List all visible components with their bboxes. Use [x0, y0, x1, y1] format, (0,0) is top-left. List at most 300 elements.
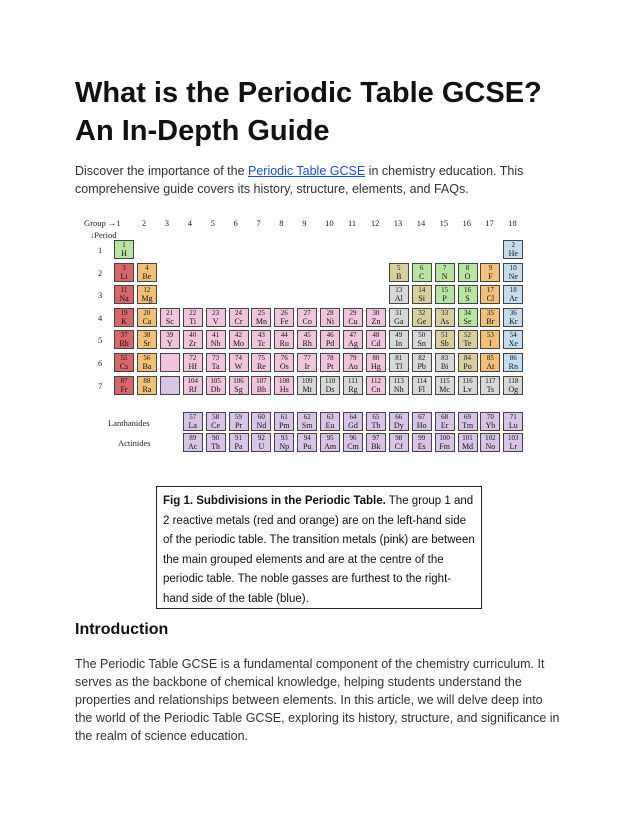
element-symbol: La	[188, 421, 197, 430]
atomic-number: 94	[303, 434, 311, 442]
element-es	[412, 433, 432, 452]
element-dy	[389, 412, 409, 431]
atomic-number: 97	[372, 434, 380, 442]
element-symbol: Sm	[301, 421, 313, 430]
atomic-number: 10	[509, 263, 517, 272]
atomic-number: 91	[235, 434, 242, 442]
group-header: 18	[508, 218, 517, 228]
caption-text: The group 1 and 2 reactive metals (red and orange) are on the left-hand side of the periodic table. The transition metals (pink) are between the main grouped elements and are at the centre of the periodic table. The noble gasses are furthest to the right-hand side of the table (blue).	[163, 495, 475, 605]
element-cu	[343, 308, 363, 327]
element-in	[389, 330, 409, 349]
element-symbol: Ne	[508, 271, 518, 281]
element-symbol: Ca	[142, 316, 152, 326]
element-zr	[183, 330, 203, 349]
element-mt	[297, 376, 317, 395]
group-header: 10	[325, 218, 334, 228]
element-symbol: Cn	[371, 384, 381, 394]
element-symbol: Ge	[417, 316, 427, 326]
atomic-number: 76	[280, 354, 288, 362]
element-symbol: Re	[256, 362, 266, 371]
atomic-number: 34	[464, 308, 471, 317]
element-xe	[503, 330, 523, 349]
element-nd	[251, 412, 271, 431]
element-symbol: Sc	[165, 316, 174, 326]
element-fr	[114, 376, 134, 395]
element-co	[297, 308, 317, 327]
element-ru	[274, 330, 294, 349]
element-symbol: Zn	[371, 316, 381, 326]
element-symbol: I	[489, 339, 492, 349]
element-symbol: Sb	[440, 339, 449, 349]
element-symbol: Lu	[508, 421, 518, 430]
element-sm	[297, 412, 317, 431]
periodic-table-gcse-link[interactable]: Periodic Table GCSE	[248, 164, 366, 178]
element-symbol: Ga	[394, 316, 404, 326]
element-v	[206, 308, 226, 327]
element-symbol: Si	[418, 294, 426, 304]
element-symbol: Br	[486, 316, 495, 326]
atomic-number: 118	[508, 376, 519, 385]
element-cr	[229, 308, 249, 327]
atomic-number: 69	[464, 413, 471, 421]
element-symbol: Hg	[371, 362, 381, 371]
element-la	[183, 412, 203, 431]
element-symbol: At	[486, 362, 495, 371]
element-symbol: Ce	[211, 421, 221, 430]
atomic-number: 101	[462, 434, 473, 442]
element-symbol: Tb	[371, 421, 381, 430]
atomic-number: 70	[486, 413, 494, 421]
element-rb	[114, 330, 134, 349]
atomic-number: 39	[166, 331, 174, 340]
element-as	[435, 308, 455, 327]
element-symbol: Pm	[278, 421, 290, 430]
atomic-number: 81	[395, 354, 403, 362]
atomic-number: 3	[122, 263, 126, 272]
atomic-number: 71	[509, 413, 517, 421]
group-header: 13	[393, 218, 403, 228]
atomic-number: 32	[418, 308, 426, 317]
element-symbol: Sn	[417, 339, 426, 349]
element-symbol: O	[464, 271, 471, 281]
element-ts	[480, 376, 500, 395]
atomic-number: 103	[508, 434, 519, 442]
element-symbol: Cf	[394, 442, 403, 451]
element-symbol: Tl	[395, 362, 403, 371]
element-symbol: Na	[119, 294, 129, 304]
atomic-number: 29	[349, 308, 357, 317]
element-symbol: Md	[461, 442, 474, 451]
element-th	[206, 433, 226, 452]
element-cf	[389, 433, 409, 452]
element-symbol: Rb	[119, 339, 129, 349]
element-sb	[435, 330, 455, 349]
group-header: 7	[256, 218, 261, 228]
intro-text-before: Discover the importance of the	[75, 164, 248, 178]
element-hs	[274, 376, 294, 395]
element-symbol: Zr	[188, 339, 197, 349]
element-tc	[251, 330, 271, 349]
element-symbol: Xe	[508, 339, 518, 349]
element-symbol: Os	[279, 362, 289, 371]
element-symbol: Pb	[417, 362, 426, 371]
element-mo	[229, 330, 249, 349]
atomic-number: 115	[439, 376, 450, 385]
atomic-number: 77	[303, 354, 311, 362]
atomic-number: 108	[279, 376, 290, 385]
element-symbol: Ra	[142, 384, 152, 394]
element-at	[480, 353, 500, 372]
group-header: 3	[164, 218, 170, 228]
atomic-number: 44	[280, 331, 288, 340]
placeholder-cell	[160, 376, 180, 395]
element-ta	[206, 353, 226, 372]
element-ra	[137, 376, 157, 395]
atomic-number: 30	[372, 308, 380, 317]
element-pu	[297, 433, 317, 452]
atomic-number: 20	[143, 308, 151, 317]
element-cn	[366, 376, 386, 395]
atomic-number: 99	[418, 434, 426, 442]
element-c	[412, 263, 432, 282]
page-title: What is the Periodic Table GCSE? An In-Depth Guide	[75, 77, 542, 147]
element-symbol: Mt	[302, 384, 312, 394]
element-ba	[137, 353, 157, 372]
atomic-number: 95	[326, 434, 334, 442]
element-ce	[206, 412, 226, 431]
element-symbol: As	[440, 316, 450, 326]
element-br	[480, 308, 500, 327]
atomic-number: 36	[509, 308, 517, 317]
atomic-number: 74	[235, 354, 242, 362]
element-ag	[343, 330, 363, 349]
atomic-number: 60	[257, 413, 265, 421]
group-header: 15	[439, 218, 449, 228]
element-tm	[458, 412, 478, 431]
element-h	[114, 240, 134, 259]
atomic-number: 117	[485, 376, 496, 385]
atomic-number: 100	[439, 434, 450, 442]
actinides-label: Actinides	[118, 438, 151, 448]
atomic-number: 59	[235, 413, 242, 421]
period-number: 4	[98, 312, 103, 323]
atomic-number: 57	[189, 413, 197, 421]
intro-text-after: in chemistry education. This comprehensive guide covers its history, structure, elements, and FAQs.	[75, 164, 524, 196]
element-zn	[366, 308, 386, 327]
element-er	[435, 412, 455, 431]
element-symbol: Ir	[304, 362, 310, 371]
atomic-number: 4	[145, 263, 149, 272]
element-ir	[297, 353, 317, 372]
element-symbol: Nb	[210, 339, 221, 349]
group-header: 8	[279, 218, 284, 228]
atomic-number: 93	[280, 434, 288, 442]
element-lv	[458, 376, 478, 395]
atomic-number: 109	[301, 376, 313, 385]
group-header: 11	[348, 218, 357, 228]
atomic-number: 49	[395, 331, 403, 340]
element-symbol: Og	[508, 384, 519, 394]
atomic-number: 96	[349, 434, 357, 442]
atomic-number: 43	[257, 331, 265, 340]
element-be	[137, 263, 157, 282]
element-np	[274, 433, 294, 452]
element-symbol: Ba	[142, 362, 152, 371]
element-s	[458, 285, 478, 304]
element-ni	[320, 308, 340, 327]
atomic-number: 24	[235, 308, 242, 317]
element-gd	[343, 412, 363, 431]
element-symbol: Cr	[234, 316, 243, 326]
element-symbol: B	[396, 271, 402, 281]
element-y	[160, 330, 180, 349]
atomic-number: 40	[189, 331, 197, 340]
element-tl	[389, 353, 409, 372]
element-f	[480, 263, 500, 282]
element-symbol: K	[121, 316, 127, 326]
element-u	[251, 433, 271, 452]
element-symbol: Np	[279, 442, 290, 451]
element-symbol: Th	[211, 442, 221, 451]
element-cl	[480, 285, 500, 304]
element-sr	[137, 330, 157, 349]
atomic-number: 54	[509, 331, 517, 340]
element-symbol: Sr	[143, 339, 151, 349]
atomic-number: 22	[189, 308, 197, 317]
element-symbol: Ar	[509, 294, 518, 304]
period-number: 2	[98, 267, 103, 278]
element-pr	[229, 412, 249, 431]
element-o	[458, 263, 478, 282]
element-lr	[503, 433, 523, 452]
atomic-number: 116	[462, 376, 473, 385]
atomic-number: 105	[210, 376, 221, 385]
element-cs	[114, 353, 134, 372]
element-cm	[343, 433, 363, 452]
element-mn	[251, 308, 271, 327]
element-re	[251, 353, 271, 372]
atomic-number: 75	[257, 354, 265, 362]
group-header: 14	[416, 218, 426, 228]
element-symbol: Y	[166, 339, 173, 349]
element-pt	[320, 353, 340, 372]
element-symbol: Ti	[189, 316, 197, 326]
element-symbol: Mn	[255, 316, 267, 326]
group-header: 2	[141, 218, 147, 228]
atomic-number: 111	[348, 376, 358, 385]
atomic-number: 112	[370, 376, 382, 385]
group-header: 5	[210, 218, 215, 228]
atomic-number: 7	[442, 263, 447, 272]
atomic-number: 83	[441, 354, 449, 362]
element-symbol: Li	[120, 271, 128, 281]
group-label: Group →1	[84, 218, 121, 228]
group-header: 17	[485, 218, 494, 228]
element-symbol: No	[485, 442, 496, 451]
element-symbol: Pt	[326, 362, 334, 371]
element-ge	[412, 308, 432, 327]
atomic-number: 68	[441, 413, 449, 421]
atomic-number: 92	[257, 434, 265, 442]
element-symbol: Rg	[348, 384, 358, 394]
element-symbol: Yb	[485, 421, 496, 430]
element-yb	[480, 412, 500, 431]
element-eu	[320, 412, 340, 431]
element-ds	[320, 376, 340, 395]
atomic-number: 12	[143, 286, 151, 295]
element-symbol: Fm	[439, 442, 450, 451]
element-symbol: V	[212, 316, 219, 326]
element-symbol: Pd	[325, 339, 335, 349]
element-rg	[343, 376, 363, 395]
atomic-number: 50	[418, 331, 426, 340]
element-symbol: C	[419, 271, 425, 281]
element-os	[274, 353, 294, 372]
atomic-number: 16	[464, 286, 471, 295]
element-po	[458, 353, 478, 372]
atomic-number: 102	[485, 434, 496, 442]
element-no	[480, 433, 500, 452]
element-symbol: Pa	[234, 442, 243, 451]
intro-paragraph	[75, 162, 555, 198]
element-symbol: Ts	[486, 384, 495, 394]
atomic-number: 31	[395, 308, 403, 317]
period-number: 5	[98, 335, 103, 346]
element-symbol: Hf	[188, 362, 197, 371]
element-pd	[320, 330, 340, 349]
element-se	[458, 308, 478, 327]
atomic-number: 45	[303, 331, 311, 340]
atomic-number: 42	[235, 331, 242, 340]
element-og	[503, 376, 523, 395]
element-mg	[137, 285, 157, 304]
element-fe	[274, 308, 294, 327]
element-symbol: In	[395, 339, 403, 349]
element-bi	[435, 353, 455, 372]
atomic-number: 86	[509, 354, 517, 362]
atomic-number: 73	[212, 354, 220, 362]
element-he	[503, 240, 523, 259]
element-rf	[183, 376, 203, 395]
element-hg	[366, 353, 386, 372]
section-heading: Introduction	[75, 621, 169, 638]
caption-title: Fig 1. Subdivisions in the Periodic Table.	[163, 495, 386, 507]
atomic-number: 26	[280, 308, 288, 317]
placeholder-cell	[160, 353, 180, 372]
atomic-number: 90	[212, 434, 220, 442]
element-symbol: Te	[463, 339, 472, 349]
atomic-number: 61	[280, 413, 288, 421]
element-symbol: Cu	[348, 316, 358, 326]
element-symbol: Tc	[257, 339, 266, 349]
element-symbol: H	[121, 249, 127, 258]
atomic-number: 38	[143, 331, 151, 340]
element-symbol: Mo	[232, 339, 245, 349]
atomic-number: 67	[418, 413, 426, 421]
atomic-number: 62	[303, 413, 311, 421]
element-pa	[229, 433, 249, 452]
element-symbol: Se	[463, 316, 472, 326]
atomic-number: 48	[372, 331, 380, 340]
element-symbol: Mg	[141, 294, 153, 304]
atomic-number: 8	[465, 263, 470, 272]
element-ca	[137, 308, 157, 327]
atomic-number: 41	[212, 331, 220, 340]
atomic-number: 78	[326, 354, 334, 362]
atomic-number: 82	[418, 354, 426, 362]
element-n	[435, 263, 455, 282]
element-pb	[412, 353, 432, 372]
element-symbol: Al	[394, 294, 403, 304]
element-rn	[503, 353, 523, 372]
atomic-number: 5	[397, 263, 401, 272]
atomic-number: 110	[324, 376, 336, 385]
atomic-number: 1	[122, 241, 126, 249]
element-i	[480, 330, 500, 349]
group-header: 16	[462, 218, 471, 228]
element-symbol: Am	[324, 442, 337, 451]
element-symbol: F	[488, 271, 493, 281]
element-symbol: Ho	[416, 421, 427, 430]
atomic-number: 113	[393, 376, 404, 385]
element-symbol: Ac	[188, 442, 198, 451]
atomic-number: 15	[441, 286, 449, 295]
element-fl	[412, 376, 432, 395]
element-ac	[183, 433, 203, 452]
element-symbol: Fl	[418, 384, 426, 394]
element-symbol: Mc	[439, 384, 450, 394]
element-ga	[389, 308, 409, 327]
group-header: 9	[302, 218, 307, 228]
element-ti	[183, 308, 203, 327]
atomic-number: 25	[257, 308, 265, 317]
atomic-number: 35	[486, 308, 494, 317]
element-sc	[160, 308, 180, 327]
atomic-number: 89	[189, 434, 197, 442]
atomic-number: 79	[349, 354, 357, 362]
element-bk	[366, 433, 386, 452]
atomic-number: 56	[143, 354, 151, 362]
atomic-number: 37	[120, 331, 128, 340]
periodic-table-figure	[80, 216, 530, 458]
atomic-number: 65	[372, 413, 380, 421]
element-te	[458, 330, 478, 349]
period-number: 3	[98, 290, 103, 301]
element-symbol: Cs	[119, 362, 129, 371]
element-sg	[229, 376, 249, 395]
atomic-number: 85	[486, 354, 494, 362]
element-symbol: Rh	[302, 339, 312, 349]
element-symbol: Eu	[325, 421, 335, 430]
element-nh	[389, 376, 409, 395]
atomic-number: 64	[349, 413, 357, 421]
element-symbol: Cd	[371, 339, 381, 349]
element-symbol: Fr	[120, 384, 128, 394]
atomic-number: 55	[120, 354, 128, 362]
atomic-number: 2	[511, 241, 516, 249]
element-kr	[503, 308, 523, 327]
element-symbol: Kr	[509, 316, 518, 326]
atomic-number: 27	[303, 308, 311, 317]
atomic-number: 14	[418, 286, 426, 295]
atomic-number: 19	[120, 308, 128, 317]
element-symbol: Gd	[348, 421, 358, 430]
element-na	[114, 285, 134, 304]
element-symbol: Co	[302, 316, 312, 326]
element-symbol: Ni	[326, 316, 335, 326]
element-symbol: Be	[142, 271, 152, 281]
figure-caption	[156, 486, 482, 609]
